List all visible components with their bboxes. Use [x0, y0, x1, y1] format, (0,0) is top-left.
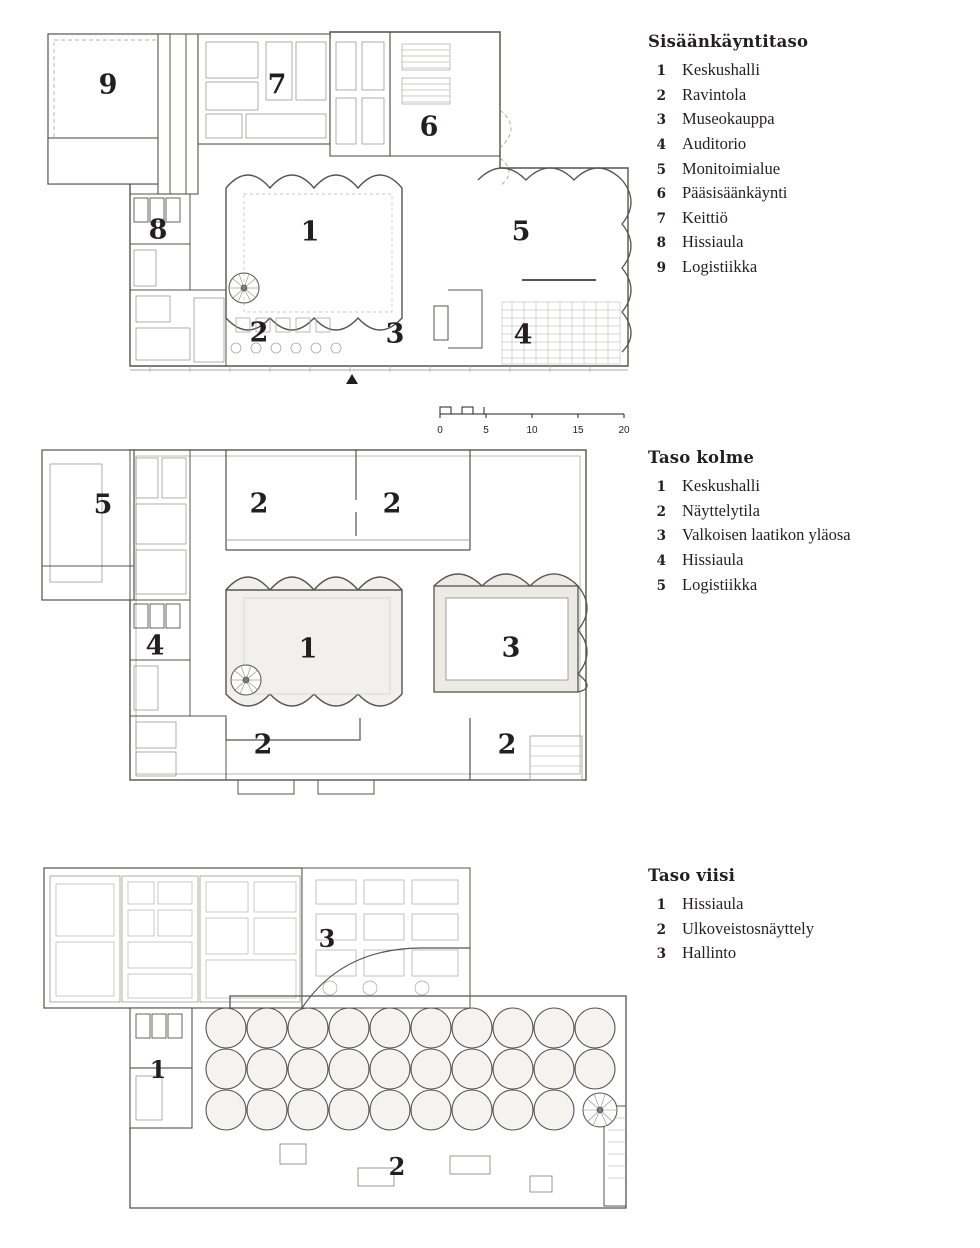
legend-level-three — [648, 448, 978, 600]
scale-tick-label: 15 — [572, 425, 584, 436]
legend-item — [648, 184, 978, 202]
legend-item-number: 5 — [656, 161, 666, 178]
legend-item-number: 3 — [656, 528, 666, 545]
room-number-1: 1 — [298, 633, 318, 665]
room-number-4: 4 — [145, 630, 165, 662]
room-number-5: 5 — [511, 216, 531, 248]
legend-item — [648, 135, 978, 153]
legend-item-label: Pääsisäänkäynti — [682, 183, 788, 203]
legend-item-number: 2 — [656, 921, 666, 938]
legend-item-label: Ulkoveistosnäyttely — [682, 918, 814, 938]
room-number-6: 6 — [419, 111, 439, 143]
room-number-4: 4 — [513, 319, 533, 351]
legend-item — [648, 233, 978, 251]
legend-item-number: 3 — [656, 946, 666, 963]
legend-item-label: Hissiaula — [682, 894, 744, 913]
floor-plan-level-three — [30, 440, 650, 810]
legend-item-label: Logistiikka — [682, 574, 758, 594]
scale-tick-label: 5 — [483, 425, 489, 436]
legend-item — [648, 110, 978, 128]
legend-item-label: Hissiaula — [682, 232, 744, 252]
legend-item-number: 5 — [656, 577, 666, 594]
legend-item-number: 9 — [656, 260, 666, 277]
legend-item-number: 6 — [656, 186, 666, 203]
legend-item-label: Ravintola — [682, 84, 747, 104]
legend-item — [648, 160, 978, 178]
legend-item — [648, 61, 978, 79]
legend-item — [648, 895, 978, 913]
room-number-2: 2 — [249, 488, 269, 520]
legend-item-label: Hallinto — [682, 943, 737, 963]
floor-plan-entrance-level-drawing — [30, 18, 650, 398]
room-number-2: 2 — [382, 488, 402, 520]
legend-list-level-three — [648, 477, 978, 594]
legend-item — [648, 526, 978, 544]
legend-item — [648, 576, 978, 594]
scale-bar-numbers — [438, 425, 628, 439]
legend-item-number: 2 — [656, 87, 666, 104]
legend-item-number: 2 — [656, 503, 666, 520]
legend-item-number: 1 — [656, 479, 666, 495]
legend-item-number: 3 — [656, 112, 666, 129]
legend-item-label: Keskushalli — [682, 60, 760, 79]
floor-plan-level-three-drawing — [30, 440, 650, 810]
room-number-3: 3 — [318, 924, 336, 953]
legend-item-number: 4 — [656, 552, 666, 569]
scale-tick-label: 0 — [437, 425, 443, 436]
room-number-3: 3 — [501, 632, 521, 664]
room-number-1: 1 — [300, 216, 320, 248]
legend-item-label: Näyttelytila — [682, 500, 760, 520]
scale-tick-label: 20 — [618, 425, 630, 436]
scale-bar-graphic — [438, 404, 628, 420]
room-number-2: 2 — [388, 1152, 406, 1181]
legend-list-entrance-level — [648, 61, 978, 276]
legend-item-label: Museokauppa — [682, 109, 775, 129]
legend-item-label: Keskushalli — [682, 476, 760, 495]
legend-item-number: 1 — [656, 63, 666, 79]
legend-entrance-level — [648, 32, 978, 283]
legend-item — [648, 551, 978, 569]
room-number-3: 3 — [385, 318, 405, 350]
scale-tick-label: 10 — [526, 425, 538, 436]
legend-item-number: 7 — [656, 210, 666, 227]
legend-item-label: Logistiikka — [682, 257, 758, 277]
legend-item-label: Keittiö — [682, 207, 728, 227]
legend-item — [648, 258, 978, 276]
room-number-8: 8 — [148, 214, 168, 246]
legend-title-level-three: Taso kolme — [648, 448, 755, 467]
room-number-7: 7 — [267, 69, 287, 101]
legend-item-number: 1 — [656, 897, 666, 913]
legend-list-level-five — [648, 895, 978, 962]
floor-plan-entrance-level — [30, 18, 650, 398]
legend-title-level-five: Taso viisi — [648, 866, 736, 885]
room-number-5: 5 — [93, 489, 113, 521]
room-number-9: 9 — [98, 69, 118, 101]
legend-item-label: Hissiaula — [682, 549, 744, 569]
legend-title-entrance-level: Sisäänkäyntitaso — [648, 32, 809, 51]
floor-plan-level-five-drawing — [30, 856, 650, 1228]
room-number-2: 2 — [253, 729, 273, 761]
legend-item — [648, 502, 978, 520]
legend-item — [648, 86, 978, 104]
legend-item-label: Auditorio — [682, 133, 747, 153]
floor-plan-level-five — [30, 856, 650, 1228]
room-number-1: 1 — [149, 1055, 167, 1084]
legend-item-label: Valkoisen laatikon yläosa — [682, 525, 851, 545]
room-number-2: 2 — [249, 317, 269, 349]
legend-level-five — [648, 866, 978, 969]
legend-item — [648, 477, 978, 495]
scale-bar — [438, 404, 628, 434]
legend-item — [648, 209, 978, 227]
legend-item-number: 8 — [656, 235, 666, 252]
legend-item-number: 4 — [656, 136, 666, 153]
legend-item — [648, 920, 978, 938]
legend-item-label: Monitoimialue — [682, 158, 781, 178]
legend-item — [648, 944, 978, 962]
room-number-2: 2 — [497, 729, 517, 761]
